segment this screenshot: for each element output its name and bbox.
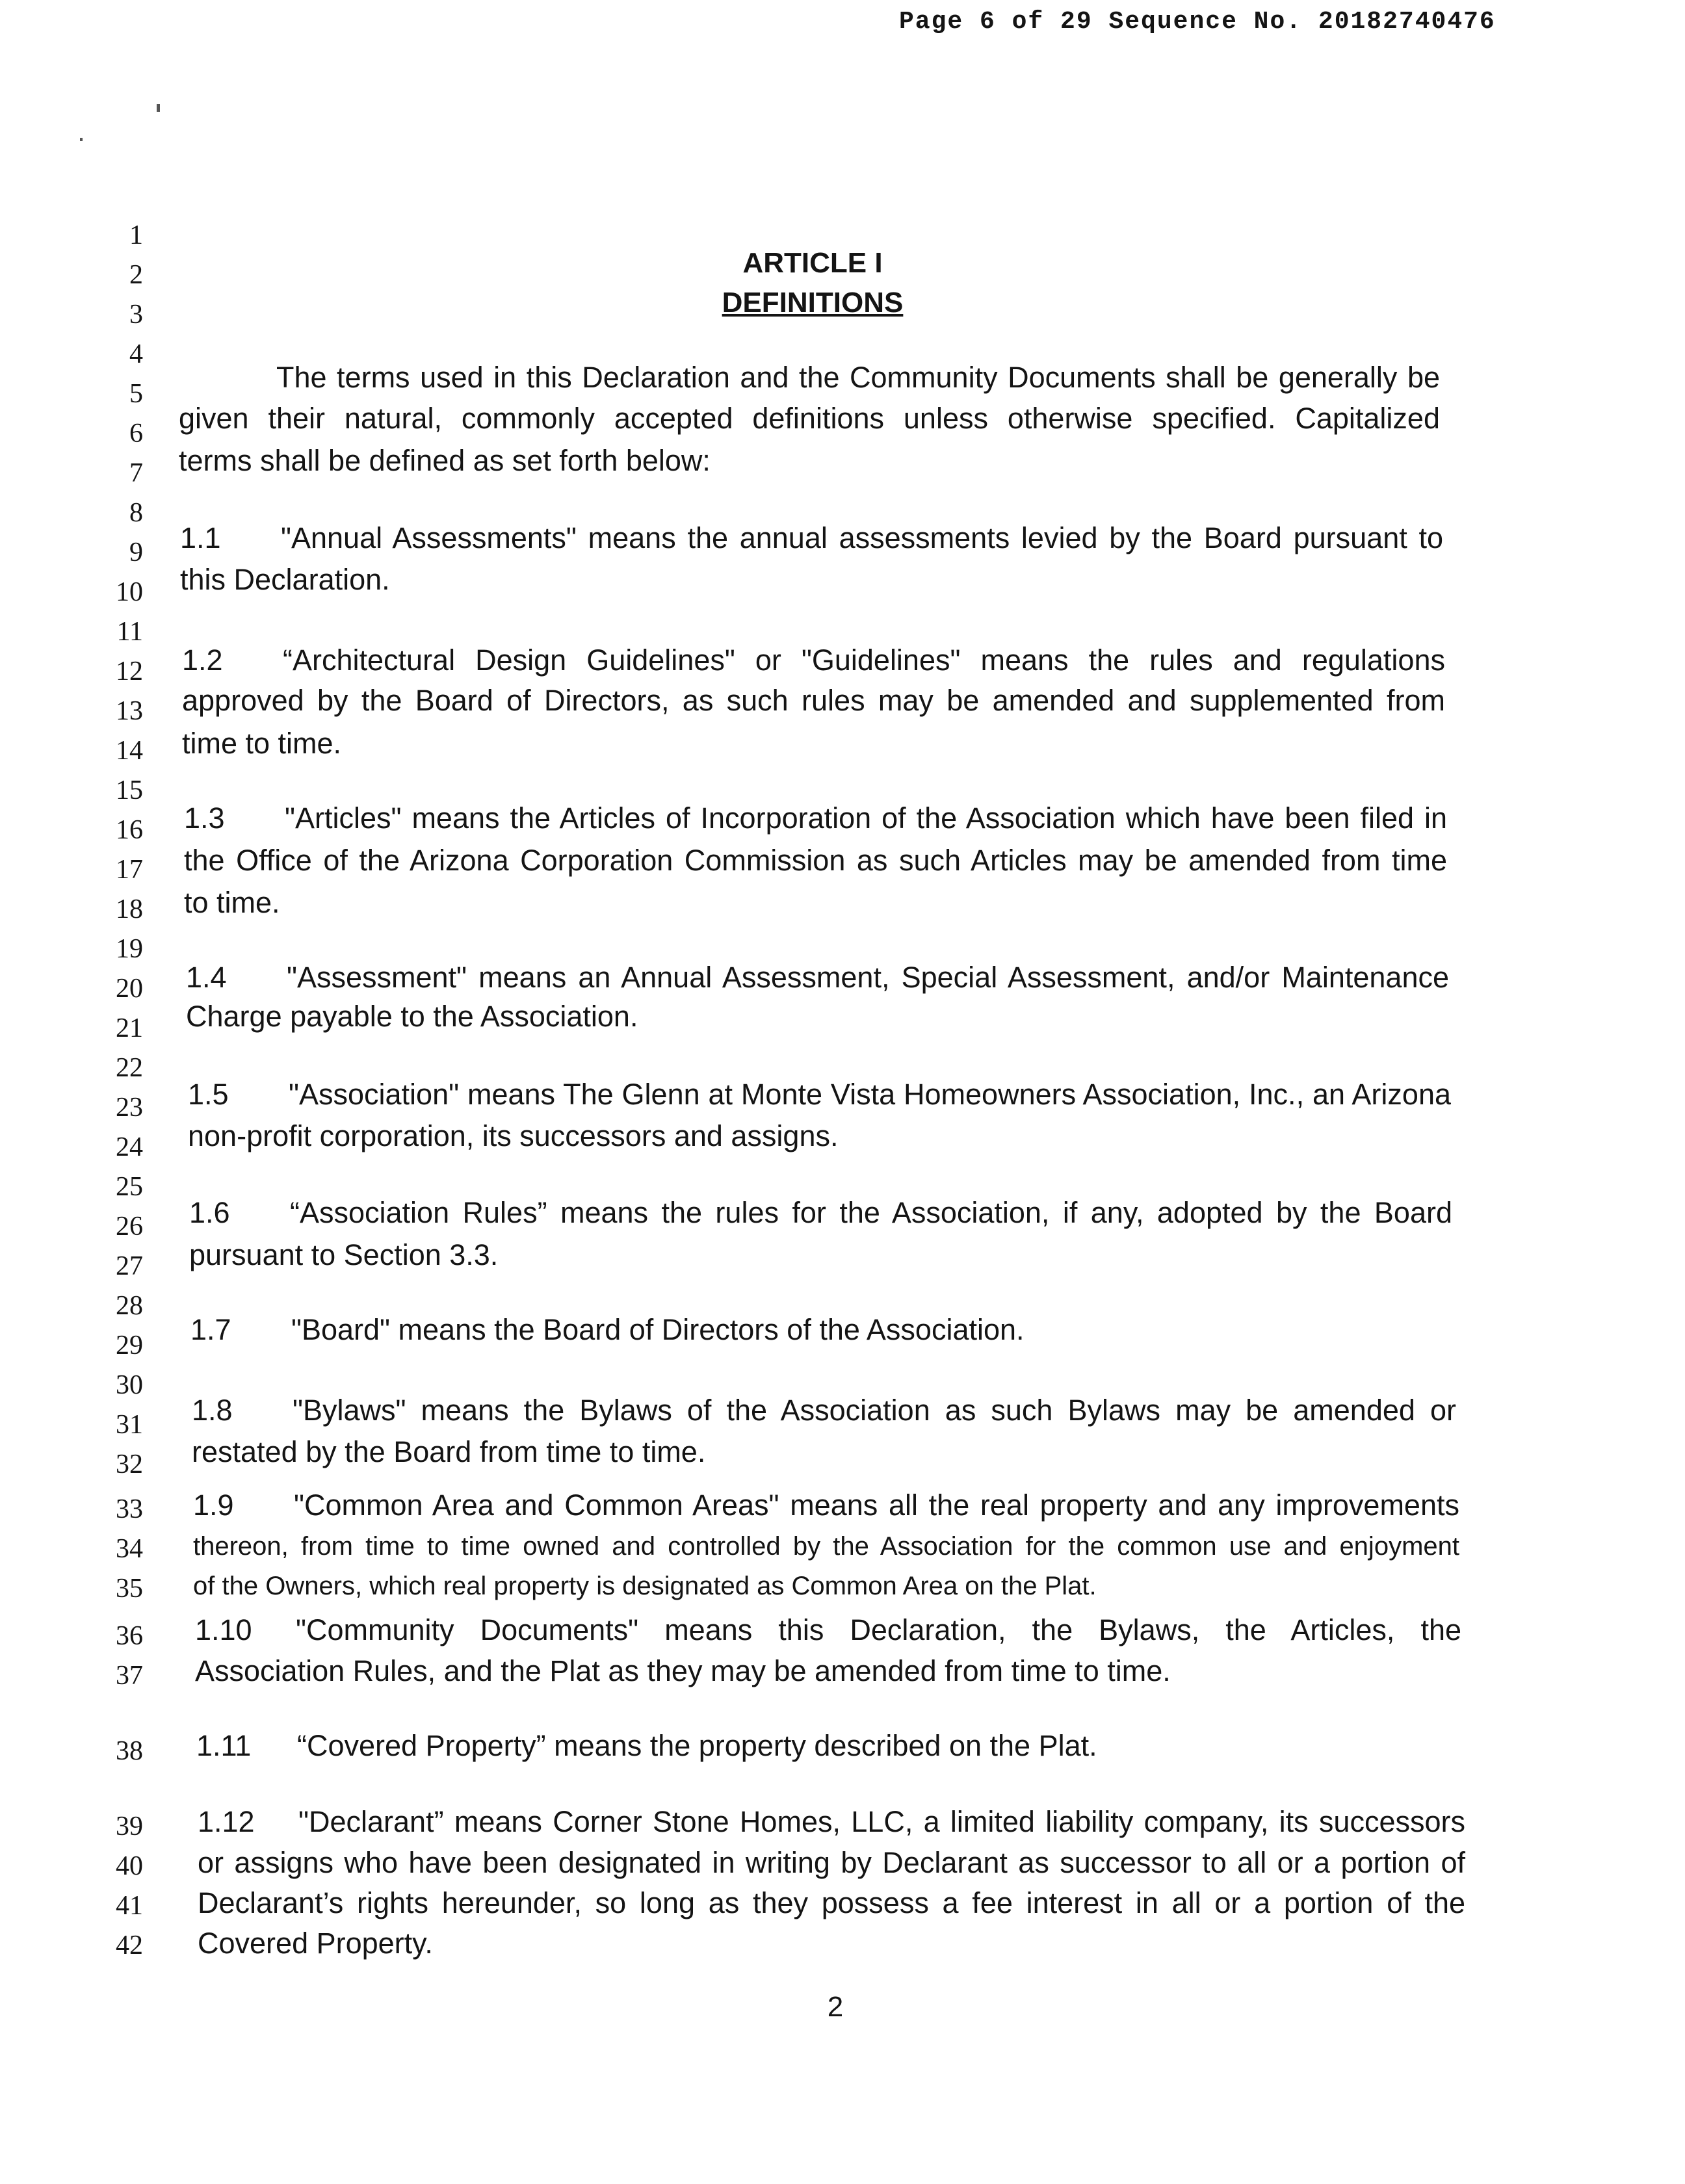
scan-speck	[80, 138, 83, 141]
text-line: Association Rules, and the Plat as they may be amended from time to time.	[195, 1654, 1171, 1687]
line-number: 24	[116, 1132, 143, 1162]
line-number: 11	[116, 617, 143, 647]
text-line: Covered Property.	[198, 1927, 433, 1960]
scan-speck	[157, 104, 160, 112]
definition-number: 1.4	[186, 961, 227, 994]
definition-line: 1.6 “Association Rules” means the rules for the Association, if any, adopted by the Board	[189, 1196, 1452, 1229]
line-number: 25	[116, 1172, 143, 1202]
text-line: or assigns who have been designated in writing by Declarant as successor to all or a portion of	[198, 1846, 1465, 1879]
line-number: 40	[116, 1851, 143, 1881]
definition-line: 1.12 "Declarant” means Corner Stone Homes, LLC, a limited liability company, its successors	[198, 1805, 1465, 1838]
line-number: 29	[116, 1331, 143, 1360]
line-number: 20	[116, 974, 143, 1004]
definition-line: 1.11 “Covered Property” means the property described on the Plat.	[196, 1729, 1097, 1762]
line-number: 8	[129, 498, 143, 528]
line-number: 13	[116, 696, 143, 726]
text-line: The terms used in this Declaration and the Community Documents shall be generally be	[276, 361, 1440, 394]
text-line: Charge payable to the Association.	[186, 1000, 638, 1033]
line-number: 42	[116, 1930, 143, 1960]
definition-line: 1.9 "Common Area and Common Areas" means all the real property and any improvements	[193, 1488, 1459, 1522]
line-number: 6	[129, 419, 143, 448]
definition-line: 1.2 “Architectural Design Guidelines" or "Guidelines" means the rules and regulations	[182, 644, 1445, 677]
text-line: restated by the Board from time to time.	[192, 1435, 706, 1468]
line-number: 32	[116, 1450, 143, 1479]
definition-number: 1.12	[198, 1805, 255, 1838]
definition-line: 1.4 "Assessment" means an Annual Assessment, Special Assessment, and/or Maintenance	[186, 961, 1449, 994]
text-line: non-profit corporation, its successors and assigns.	[188, 1119, 839, 1152]
definition-line: 1.7 "Board" means the Board of Directors of the Association.	[190, 1313, 1025, 1346]
line-number: 28	[116, 1291, 143, 1321]
line-number: 4	[129, 339, 143, 369]
text-line: approved by the Board of Directors, as such rules may be amended and supplemented from	[182, 684, 1445, 717]
text-line: pursuant to Section 3.3.	[189, 1238, 499, 1271]
line-number: 19	[116, 934, 143, 964]
line-number: 35	[116, 1574, 143, 1604]
text-line: Declarant’s rights hereunder, so long as they possess a fee interest in all or a portion of the	[198, 1886, 1465, 1919]
line-number: 31	[116, 1410, 143, 1440]
text-line: thereon, from time to time owned and controlled by the Association for the common use and enjoyment	[193, 1532, 1459, 1561]
definition-number: 1.6	[189, 1196, 230, 1229]
definition-number: 1.8	[192, 1394, 233, 1427]
text-line: to time.	[184, 886, 280, 919]
definition-line: 1.8 "Bylaws" means the Bylaws of the Association as such Bylaws may be amended or	[192, 1394, 1456, 1427]
line-number: 10	[116, 577, 143, 607]
line-number: 34	[116, 1534, 143, 1564]
text-line: this Declaration.	[180, 563, 390, 596]
text-line: of the Owners, which real property is designated as Common Area on the Plat.	[193, 1572, 1097, 1600]
line-number: 1	[129, 220, 143, 250]
line-number: 7	[129, 458, 143, 488]
line-number: 33	[116, 1494, 143, 1524]
line-number: 26	[116, 1212, 143, 1242]
page-number: 2	[827, 1991, 844, 2023]
line-number: 39	[116, 1812, 143, 1841]
line-number: 37	[116, 1661, 143, 1691]
line-number: 38	[116, 1736, 143, 1766]
definition-number: 1.1	[180, 521, 221, 554]
definition-number: 1.10	[195, 1613, 252, 1646]
text-line: time to time.	[182, 727, 342, 760]
text-line: the Office of the Arizona Corporation Commission as such Articles may be amended from time	[184, 844, 1447, 877]
line-number: 17	[116, 855, 143, 885]
line-number: 16	[116, 815, 143, 845]
line-number: 5	[129, 379, 143, 409]
line-number: 14	[116, 736, 143, 766]
line-number: 2	[129, 260, 143, 290]
line-number: 9	[129, 538, 143, 567]
definition-line: 1.1 "Annual Assessments" means the annual assessments levied by the Board pursuant to	[180, 521, 1443, 554]
line-number: 36	[116, 1621, 143, 1651]
line-number: 22	[116, 1053, 143, 1083]
line-number: 18	[116, 894, 143, 924]
page-header: Page 6 of 29 Sequence No. 20182740476	[899, 8, 1496, 36]
text-line: given their natural, commonly accepted definitions unless otherwise specified. Capitalized	[179, 402, 1440, 435]
definition-number: 1.11	[196, 1729, 252, 1762]
definition-number: 1.9	[193, 1488, 234, 1522]
line-number: 23	[116, 1093, 143, 1123]
article-title: ARTICLE I	[742, 247, 883, 279]
line-number: 30	[116, 1370, 143, 1400]
definition-number: 1.7	[190, 1313, 231, 1346]
definition-line: 1.3 "Articles" means the Articles of Incorporation of the Association which have been filed in	[184, 801, 1447, 835]
line-number: 15	[116, 775, 143, 805]
definition-line: 1.10 "Community Documents" means this Declaration, the Bylaws, the Articles, the	[195, 1613, 1461, 1646]
article-subtitle: DEFINITIONS	[722, 287, 904, 318]
line-number: 21	[116, 1013, 143, 1043]
line-number: 27	[116, 1251, 143, 1281]
definition-number: 1.3	[184, 801, 225, 835]
definition-number: 1.2	[182, 644, 223, 677]
line-number: 12	[116, 656, 143, 686]
line-number: 41	[116, 1891, 143, 1921]
definition-line: 1.5 "Association" means The Glenn at Monte Vista Homeowners Association, Inc., an Arizona	[188, 1078, 1451, 1111]
text-line: terms shall be defined as set forth below:	[179, 444, 711, 477]
definition-number: 1.5	[188, 1078, 229, 1111]
line-number: 3	[129, 300, 143, 330]
